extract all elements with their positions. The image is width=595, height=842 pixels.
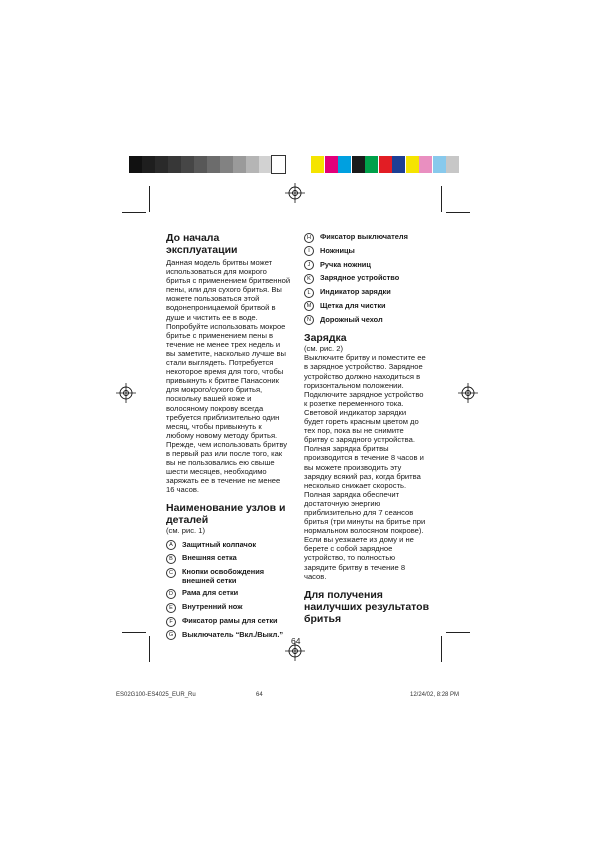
heading-parts-line: Наименование узлов и — [166, 502, 286, 515]
text-line: достаточную энергию — [304, 498, 381, 508]
text-line: стали выглядеть. Потребуется — [166, 358, 274, 368]
heading-parts — [166, 502, 291, 526]
part-item — [304, 246, 431, 257]
part-letter-badge: K — [304, 274, 314, 284]
part-label: Рама для сетки — [182, 588, 239, 598]
part-label: Дорожный чехол — [320, 314, 383, 324]
text-line: Если вы уезжаете из дому и не — [304, 535, 414, 545]
part-letter-badge: L — [304, 288, 314, 298]
heading-before-use: До начала эксплуатации — [166, 232, 238, 256]
right-column — [304, 232, 431, 627]
gray-swatch — [259, 156, 272, 173]
text-line: часов. — [304, 571, 327, 581]
text-line: бритья с применением бритвенной — [166, 276, 291, 286]
color-swatch — [406, 156, 419, 173]
heading-parts-line: деталей — [166, 514, 209, 527]
color-swatch — [379, 156, 392, 173]
text-line: для мокрого/сухого бритья, — [166, 385, 263, 395]
text-line: производится в течение 8 часов и — [304, 453, 424, 463]
text-line: Прежде, чем использовать бритву — [166, 439, 288, 449]
gray-swatch — [207, 156, 220, 173]
gray-swatch — [181, 156, 194, 173]
paragraph-before-use — [166, 258, 291, 494]
crop-mark — [441, 636, 442, 662]
part-label: Фиксатор выключателя — [320, 232, 408, 241]
text-line: будет гореть красным цветом до — [304, 417, 419, 427]
gray-swatch — [233, 156, 246, 173]
part-letter-badge: M — [304, 301, 314, 311]
text-line: течение не менее трех недель и — [166, 339, 281, 349]
part-letter-badge: B — [166, 554, 176, 564]
text-line: водонепроницаемой бритвой в — [166, 303, 276, 313]
part-label: Внутренний нож — [182, 602, 243, 612]
text-line: бритье с применением пены в — [166, 330, 274, 340]
text-line: пены, или для сухого бритья. Вы — [166, 285, 282, 295]
part-item — [304, 315, 431, 326]
text-line: привыкнуть к бритве Панасоник — [166, 376, 279, 386]
text-line: Световой индикатор зарядки — [304, 407, 407, 417]
text-line: в зарядное устройство. Зарядное — [304, 362, 423, 372]
crop-mark — [122, 632, 146, 633]
paragraph-charging — [304, 353, 431, 580]
part-label: Защитный колпачок — [182, 539, 257, 549]
color-swatch — [325, 156, 338, 173]
part-label: Внешняя сетка — [182, 553, 237, 563]
gray-swatch — [246, 156, 259, 173]
page-number: 64 — [291, 636, 301, 646]
gray-swatch — [155, 156, 168, 173]
color-swatch — [446, 156, 459, 173]
text-line: душе и чистить ее в воде. — [166, 312, 258, 322]
text-line: тех пор, пока вы не снимите — [304, 426, 404, 436]
part-letter-badge: H — [304, 233, 314, 243]
crop-mark — [446, 632, 470, 633]
part-letter-badge: E — [166, 603, 176, 613]
part-item — [166, 553, 291, 564]
text-line: Выключите бритву и поместите ее — [304, 353, 426, 363]
text-line: зарядку всякий раз, когда бритва — [304, 471, 421, 481]
gray-swatch — [272, 156, 285, 173]
heading-charging: Зарядка — [304, 332, 347, 345]
part-item — [166, 602, 291, 613]
text-line: бритья (три минуты на бритье при — [304, 517, 426, 527]
text-line: волосяному покрову всегда — [166, 403, 264, 413]
color-swatch — [352, 156, 365, 173]
text-line: можете пользоваться этой — [166, 294, 260, 304]
color-swatch — [338, 156, 351, 173]
figure-reference: (см. рис. 2) — [304, 344, 343, 354]
text-line: устройство, то полностью — [304, 553, 396, 563]
gray-swatch — [220, 156, 233, 173]
text-line: приблизительно для 7 сеансов — [304, 507, 414, 517]
part-letter-badge: C — [166, 568, 176, 578]
footer-page: 64 — [256, 692, 263, 698]
text-line: Полная зарядка обеспечит — [304, 489, 400, 499]
text-line: в первый раз или после того, как — [166, 448, 283, 458]
heading-best-results-line: наилучших результатов — [304, 600, 430, 613]
text-line: использоваться для мокрого — [166, 267, 267, 277]
registration-mark-icon — [285, 183, 305, 203]
crop-mark — [441, 186, 442, 212]
text-line: любому новому методу бритья. — [166, 430, 278, 440]
text-line: зарядите бритву в течение 8 — [304, 562, 406, 572]
heading-best-results — [304, 589, 431, 625]
text-line: горизонтальном положении. — [304, 380, 404, 390]
gray-swatch — [142, 156, 155, 173]
figure-reference: (см. рис. 1) — [166, 526, 205, 536]
color-swatch — [311, 156, 324, 173]
text-line: бритву с зарядного устройства. — [304, 435, 415, 445]
text-line: устройство должно находиться в — [304, 371, 421, 381]
part-item — [304, 232, 431, 243]
color-swatch — [433, 156, 446, 173]
part-letter-badge: A — [166, 540, 176, 550]
gray-swatch — [194, 156, 207, 173]
text-line: поскольку вашей коже и — [166, 394, 252, 404]
text-line: вы заметите, насколько лучше вы — [166, 348, 286, 358]
crop-mark — [446, 212, 470, 213]
text-line: заряжать ее в течение не менее — [166, 476, 281, 486]
text-line: несколько снижает скорость. — [304, 480, 407, 490]
text-line: Подключите зарядное устройство — [304, 389, 424, 399]
text-line: шести месяцев, необходимо — [166, 467, 267, 477]
color-swatch — [392, 156, 405, 173]
part-label: Выключатель “Вкл./Выкл.” — [182, 629, 284, 639]
gray-swatch — [168, 156, 181, 173]
text-line: требуется приблизительно один — [166, 412, 280, 422]
color-swatch — [419, 156, 432, 173]
part-letter-badge: N — [304, 315, 314, 325]
part-letter-badge: I — [304, 246, 314, 256]
text-line: Полная зарядка бритвы — [304, 444, 389, 454]
part-item — [166, 567, 291, 585]
registration-mark-icon — [116, 383, 136, 403]
parts-list — [166, 540, 291, 641]
parts-list — [304, 232, 431, 325]
text-line: месяц, чтобы привыкнуть к — [166, 421, 262, 431]
part-letter-badge: F — [166, 617, 176, 627]
part-item — [304, 273, 431, 284]
crop-mark — [149, 186, 150, 212]
footer-datetime: 12/24/02, 8:28 PM — [410, 692, 460, 698]
part-label: Ножницы — [320, 245, 355, 255]
part-letter-badge: J — [304, 260, 314, 270]
part-item — [166, 630, 291, 641]
text-line: Попробуйте использовать мокрое — [166, 321, 286, 331]
part-label: Индикатор зарядки — [320, 287, 391, 297]
gray-swatch — [129, 156, 142, 173]
text-line: некоторое время для того, чтобы — [166, 367, 284, 377]
part-label: Ручка ножниц — [320, 259, 371, 269]
text-line: берете с собой зарядное — [304, 544, 393, 554]
text-line: 16 часов. — [166, 485, 199, 495]
part-item — [304, 260, 431, 271]
text-line: нормальном волосяном покрове). — [304, 526, 424, 536]
left-column — [166, 232, 291, 644]
part-letter-badge: G — [166, 630, 176, 640]
part-label: Кнопки освобождения внешней сетки — [182, 567, 265, 586]
crop-mark — [122, 212, 146, 213]
registration-mark-icon — [458, 383, 478, 403]
part-item — [304, 287, 431, 298]
part-label: Фиксатор рамы для сетки — [182, 616, 278, 626]
text-line: к розетке переменного тока. — [304, 398, 404, 408]
part-item — [166, 588, 291, 599]
part-item — [166, 540, 291, 551]
footer-filename: ES02G100-ES4025_EUR_Ru — [116, 692, 196, 698]
part-item — [166, 616, 291, 627]
text-line: вы не пользовались ею свыше — [166, 458, 275, 468]
heading-best-results-line: бритья — [304, 612, 342, 625]
text-line: вы можете производить эту — [304, 462, 402, 472]
part-item — [304, 301, 431, 312]
crop-mark — [149, 636, 150, 662]
part-label: Зарядное устройство — [320, 273, 400, 283]
part-letter-badge: D — [166, 589, 176, 599]
color-swatch — [365, 156, 378, 173]
text-line: Данная модель бритвы может — [166, 258, 273, 267]
heading-best-results-line: Для получения — [304, 588, 383, 601]
part-label: Щетка для чистки — [320, 300, 386, 310]
